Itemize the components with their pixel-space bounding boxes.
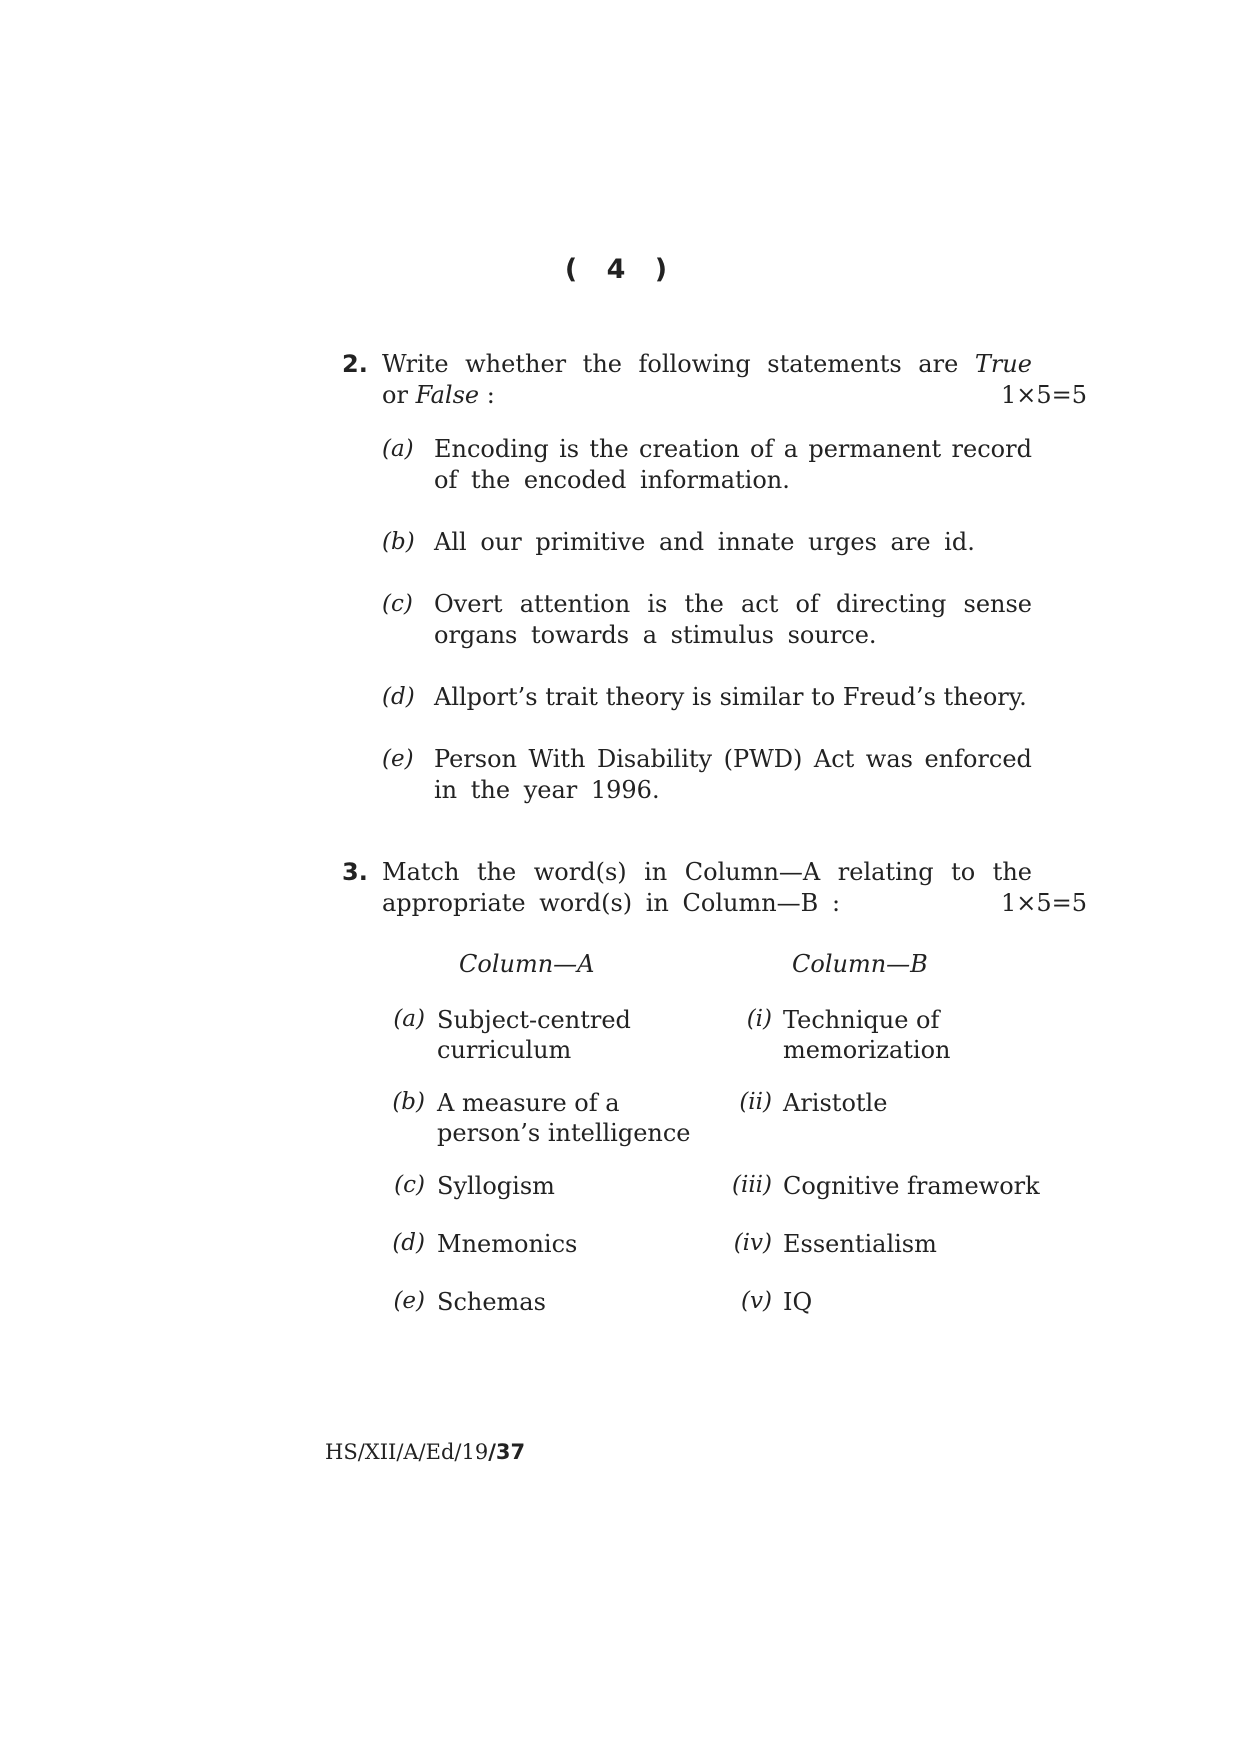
- word-false: False: [415, 381, 480, 409]
- cell-line: IQ: [783, 1288, 813, 1316]
- cell-line: memorization: [783, 1036, 951, 1064]
- column-b-label: (ii): [739, 1089, 772, 1115]
- cell-line: Mnemonics: [437, 1230, 578, 1258]
- column-a-header: Column—A: [459, 950, 595, 978]
- word: is: [559, 435, 580, 463]
- item-a-line-1: [434, 435, 1032, 463]
- item-c-line-1: [434, 590, 1032, 618]
- column-a-item: [437, 1287, 546, 1317]
- page-number: ( 4 ): [564, 254, 678, 285]
- item-a-line-2: of the encoded information.: [434, 466, 790, 494]
- word: (PWD): [723, 745, 803, 773]
- text: :: [479, 381, 495, 409]
- footer-code-text: HS/XII/A/Ed/19: [325, 1440, 489, 1464]
- question-2-marks: 1×5=5: [1000, 381, 1087, 409]
- column-b-item: [783, 1088, 887, 1118]
- question-3-marks: 1×5=5: [1000, 889, 1087, 917]
- word: whether: [465, 350, 567, 378]
- question-2-number: 2.: [342, 350, 368, 378]
- word: the: [589, 435, 629, 463]
- item-e-line-2: in the year 1996.: [434, 776, 660, 804]
- column-a-label: (a): [393, 1006, 425, 1032]
- word: is: [647, 590, 668, 618]
- cell-line: A measure of a: [437, 1089, 620, 1117]
- cell-line: Subject-centred: [437, 1006, 631, 1034]
- word: Overt: [434, 590, 503, 618]
- cell-line: Technique of: [783, 1006, 940, 1034]
- word: Person: [434, 745, 517, 773]
- item-label: (b): [382, 529, 415, 555]
- word: of: [795, 590, 819, 618]
- word: a: [783, 435, 798, 463]
- column-a-label: (e): [393, 1288, 425, 1314]
- column-a-label: (d): [392, 1230, 425, 1256]
- item-label: (c): [382, 591, 413, 617]
- word: the: [476, 858, 517, 886]
- word: to: [951, 858, 976, 886]
- cell-line: curriculum: [437, 1036, 572, 1064]
- cell-line: person’s intelligence: [437, 1119, 691, 1147]
- item-b-line-1: All our primitive and innate urges are id.: [434, 528, 975, 556]
- word: With: [528, 745, 586, 773]
- column-b-label: (iv): [733, 1230, 772, 1256]
- cell-line: Aristotle: [783, 1089, 888, 1117]
- item-c-line-2: organs towards a stimulus source.: [434, 621, 877, 649]
- word: are: [918, 350, 959, 378]
- word: act: [740, 590, 779, 618]
- word: creation: [639, 435, 740, 463]
- cell-line: Syllogism: [437, 1172, 555, 1200]
- cell-line: Schemas: [437, 1288, 546, 1316]
- word: of: [750, 435, 774, 463]
- word: Encoding: [434, 435, 549, 463]
- word: directing: [836, 590, 947, 618]
- word: following: [638, 350, 751, 378]
- column-a-item: [437, 1088, 691, 1148]
- column-b-item: [783, 1229, 937, 1259]
- column-b-label: (v): [741, 1288, 772, 1314]
- cell-line: Cognitive framework: [783, 1172, 1040, 1200]
- word: attention: [519, 590, 631, 618]
- footer-code-number: /37: [488, 1440, 526, 1464]
- word: relating: [837, 858, 934, 886]
- question-3-line-2: appropriate word(s) in Column—B :: [382, 889, 841, 917]
- question-2-line-2: [382, 381, 495, 409]
- word: record: [951, 435, 1032, 463]
- word: the: [684, 590, 724, 618]
- word: permanent: [808, 435, 942, 463]
- word: the: [992, 858, 1032, 886]
- word: the: [582, 350, 622, 378]
- word: was: [865, 745, 913, 773]
- word: Match: [382, 858, 460, 886]
- word: Disability: [596, 745, 713, 773]
- item-d-line-1: Allport’s trait theory is similar to Freud’s theory.: [434, 683, 1027, 711]
- column-a-label: (b): [392, 1089, 425, 1115]
- item-label: (d): [382, 684, 415, 710]
- question-3-line-1: [382, 858, 1032, 886]
- column-a-item: [437, 1171, 555, 1201]
- column-a-item: [437, 1005, 631, 1065]
- item-e-line-1: [434, 745, 1032, 773]
- word: Write: [382, 350, 449, 378]
- column-b-label: (iii): [731, 1172, 772, 1198]
- word: statements: [767, 350, 902, 378]
- column-b-header: Column—B: [792, 950, 928, 978]
- column-b-item: [783, 1005, 951, 1065]
- column-b-item: [783, 1287, 812, 1317]
- word: Act: [813, 745, 855, 773]
- column-a-label: (c): [394, 1172, 425, 1198]
- question-2-line-1: [382, 350, 1032, 378]
- item-label: (e): [382, 746, 414, 772]
- item-label: (a): [382, 436, 414, 462]
- footer-code: [325, 1440, 525, 1464]
- question-3-number: 3.: [342, 858, 368, 886]
- word: in: [644, 858, 668, 886]
- column-b-item: [783, 1171, 1040, 1201]
- word: word(s): [533, 858, 627, 886]
- text: or: [382, 381, 416, 409]
- column-b-label: (i): [746, 1006, 772, 1032]
- word: Column—A: [684, 858, 821, 886]
- word: sense: [963, 590, 1032, 618]
- cell-line: Essentialism: [783, 1230, 937, 1258]
- word: enforced: [924, 745, 1032, 773]
- column-a-item: [437, 1229, 577, 1259]
- word-true: True: [974, 350, 1032, 378]
